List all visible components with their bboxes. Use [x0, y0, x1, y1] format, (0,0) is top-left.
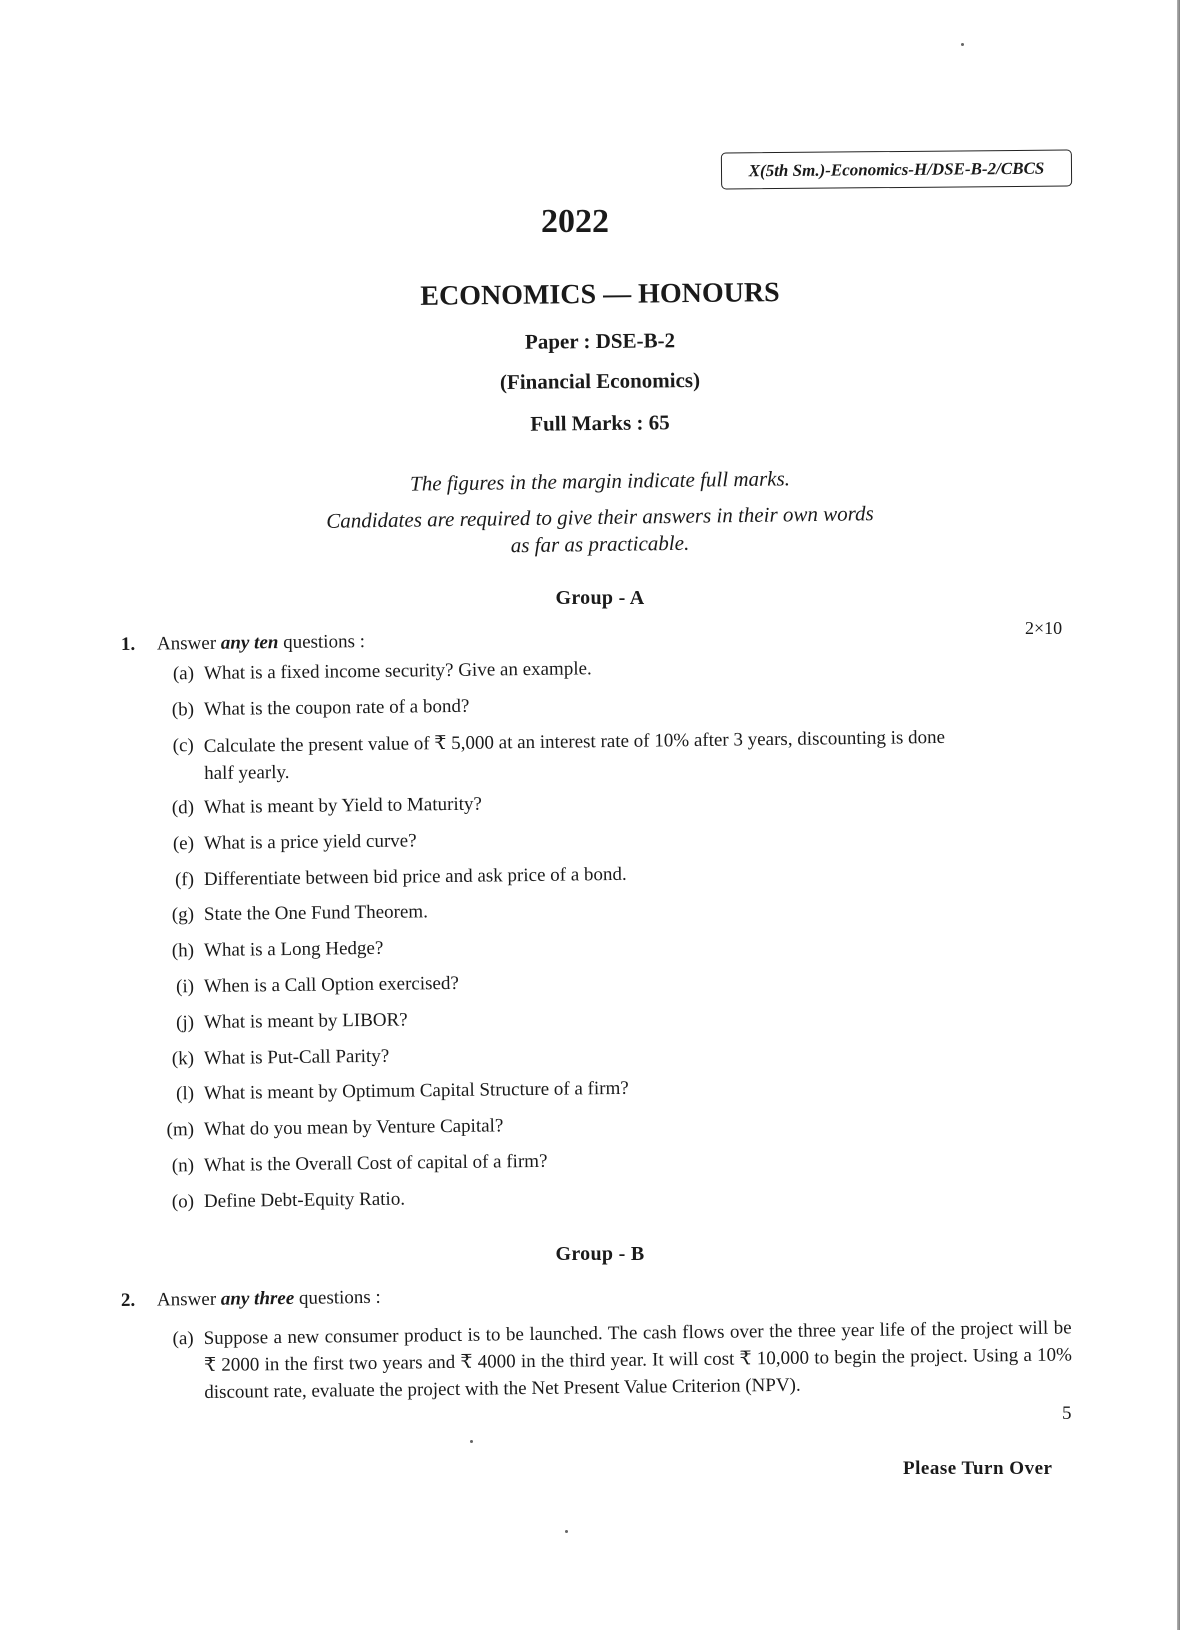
item-text: What is a Long Hedge? [203, 937, 384, 961]
item-label: (i) [175, 976, 195, 998]
question-item [171, 695, 470, 721]
instruction-line: The figures in the margin indicate full marks. [409, 466, 791, 496]
item-text: What is meant by Yield to Maturity? [203, 793, 483, 818]
item-text: What is the coupon rate of a bond? [203, 695, 470, 720]
item-label: (m) [166, 1119, 195, 1141]
group-a-heading: Group - A [555, 587, 645, 609]
item-marks: 5 [1062, 1403, 1072, 1424]
item-text: What is meant by LIBOR? [203, 1009, 408, 1033]
question-item [171, 1150, 548, 1177]
question-item [171, 937, 384, 962]
item-label: (b) [171, 699, 195, 721]
scan-speck [565, 1530, 568, 1533]
item-label: (g) [171, 904, 195, 926]
question-item [172, 830, 417, 855]
paper-label: Paper : DSE-B-2 [524, 328, 676, 354]
item-label: (k) [171, 1048, 195, 1070]
question-item [174, 863, 627, 891]
scan-page-edge [1177, 0, 1180, 1630]
subject-title: ECONOMICS — HONOURS [420, 277, 780, 312]
item-label: (a) [172, 1328, 194, 1350]
item-label: (j) [175, 1012, 195, 1034]
question-item [175, 1077, 629, 1105]
question-number: 2. [120, 1289, 136, 1311]
item-text: What is meant by Optimum Capital Structure of a firm? [203, 1077, 629, 1104]
question-item [171, 901, 429, 926]
question-item [175, 972, 459, 998]
item-text: Define Debt-Equity Ratio. [203, 1188, 406, 1212]
item-label: (f) [174, 869, 195, 891]
instruction-line: as far as practicable. [510, 530, 690, 558]
item-label: (o) [171, 1191, 195, 1213]
item-text: When is a Call Option exercised? [203, 972, 459, 997]
item-label: (h) [171, 940, 195, 962]
item-text: Differentiate between bid price and ask price of a bond. [203, 863, 627, 890]
scan-speck [470, 1440, 473, 1443]
item-text: Suppose a new consumer product is to be launched. The cash flows over the three year life of the project will be ₹ 2000 in the first two years and ₹ 4000 in the third year. It will cost ₹ 10,000 to begin the project. Using a 10% discount rate, evaluate the project with the Net Present Value Criterion (NPV). [203, 1317, 1073, 1403]
item-text: What is a fixed income security? Give an example. [203, 658, 592, 684]
item-label: (d) [171, 797, 195, 819]
item-text: What is a price yield curve? [203, 830, 417, 854]
paper-code-box: X(5th Sm.)-Economics-H/DSE-B-2/CBCS [721, 149, 1072, 189]
group-a-marks: 2×10 [1025, 618, 1063, 638]
item-label: (l) [175, 1083, 195, 1105]
question-item [172, 726, 946, 785]
question-item [171, 1045, 390, 1070]
item-text: What do you mean by Venture Capital? [203, 1115, 504, 1140]
question-item [172, 658, 592, 685]
full-marks: Full Marks : 65 [530, 410, 670, 436]
question-item [175, 1009, 408, 1034]
question-item [166, 1115, 504, 1141]
question-2-prompt: 2. Answer any three questions : [120, 1286, 381, 1311]
exam-year: 2022 [541, 203, 609, 240]
question-item [171, 793, 483, 819]
paper-title: (Financial Economics) [499, 367, 701, 395]
item-text-continued: half yearly. [204, 761, 290, 784]
question-number: 1. [120, 633, 136, 655]
group-b-heading: Group - B [555, 1243, 645, 1265]
item-label: (n) [171, 1155, 195, 1177]
question-item [171, 1188, 406, 1213]
item-text: What is Put-Call Parity? [203, 1045, 390, 1069]
question-1-prompt: 1. Answer any ten questions : [120, 631, 366, 655]
item-label: (e) [172, 833, 195, 855]
please-turn-over: Please Turn Over [903, 1458, 1053, 1479]
item-label: (a) [172, 663, 195, 685]
question-item-long [172, 1314, 1073, 1406]
item-text: Calculate the present value of ₹ 5,000 at an interest rate of 10% after 3 years, discounting is done [203, 726, 946, 758]
item-label: (c) [172, 735, 194, 757]
item-text: What is the Overall Cost of capital of a firm? [203, 1150, 548, 1176]
item-text: State the One Fund Theorem. [203, 901, 429, 925]
scan-speck [961, 43, 964, 46]
instruction-line: Candidates are required to give their answers in their own words [326, 501, 874, 533]
